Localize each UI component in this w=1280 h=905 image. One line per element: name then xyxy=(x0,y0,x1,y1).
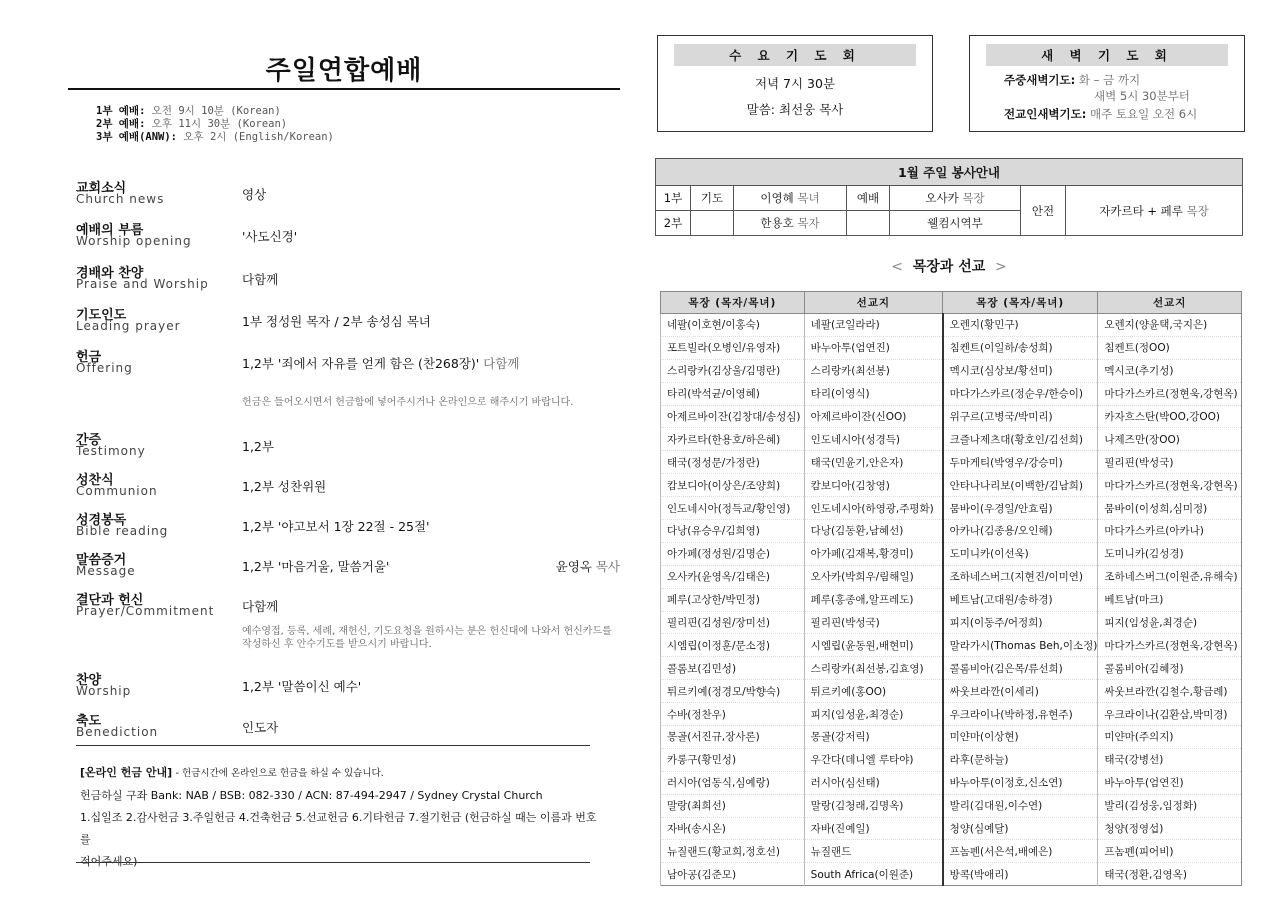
table-row xyxy=(661,359,1242,382)
table-row xyxy=(661,542,1242,565)
table-row xyxy=(661,474,1242,497)
table-cell: 청양(심예달) xyxy=(943,817,1098,840)
table-row xyxy=(661,771,1242,794)
table-cell: 아제르바이잔(신OO) xyxy=(804,405,942,428)
table-cell: 바누아투(엄연진) xyxy=(1098,771,1242,794)
table-cell: 필리핀(김성원/장미선) xyxy=(661,611,805,634)
table-cell: 오렌지(황민구) xyxy=(943,314,1098,337)
table-cell: 바누아투(엄연진) xyxy=(804,336,942,359)
table-cell: 조하네스버그(이원준,유해숙) xyxy=(1098,565,1242,588)
table-row xyxy=(661,382,1242,405)
table-row xyxy=(661,451,1242,474)
table-cell: 네팔(코일라라) xyxy=(804,314,942,337)
table-row xyxy=(661,863,1242,886)
table-cell: 말랑(최희선) xyxy=(661,794,805,817)
table-cell: 뉴질랜드 xyxy=(804,840,942,863)
table-cell: 스리랑카(최선봉) xyxy=(804,359,942,382)
table-cell: 말라가시(Thomas Beh,이소정) xyxy=(943,634,1098,657)
table-cell: 스리랑카(김상울/김명란) xyxy=(661,359,805,382)
table-cell: 인도네시아(정득교/황인영) xyxy=(661,497,805,520)
table-cell: 방콕(박애리) xyxy=(943,863,1098,886)
table-row xyxy=(661,428,1242,451)
table-cell: 콜롬비아(김혜정) xyxy=(1098,657,1242,680)
table-row xyxy=(661,657,1242,680)
table-cell: 나제즈만(장OO) xyxy=(1098,428,1242,451)
table-row xyxy=(661,314,1242,337)
table-row xyxy=(661,840,1242,863)
table-cell: 아가페(김재복,황경미) xyxy=(804,542,942,565)
table-cell: 도미니카(김성경) xyxy=(1098,542,1242,565)
table-cell: 침켄트(정OO) xyxy=(1098,336,1242,359)
table-cell: 타리(이영식) xyxy=(804,382,942,405)
table-cell: South Africa(이원준) xyxy=(804,863,942,886)
table-cell: 필리핀(박성국) xyxy=(1098,451,1242,474)
table-cell: 필리핀(박성국) xyxy=(804,611,942,634)
table-cell: 미얀마(이상현) xyxy=(943,726,1098,749)
table-cell: 카자흐스탄(박OO,강OO) xyxy=(1098,405,1242,428)
table-cell: 다낭(유승우/김희영) xyxy=(661,520,805,543)
table-cell: 프놈펜(피어비) xyxy=(1098,840,1242,863)
table-row xyxy=(661,680,1242,703)
table-row xyxy=(661,405,1242,428)
table-cell: 멕시코(추기성) xyxy=(1098,359,1242,382)
table-cell: 안타나나리보(이백한/김남희) xyxy=(943,474,1098,497)
table-row xyxy=(661,794,1242,817)
table-cell: 말랑(김청래,김명옥) xyxy=(804,794,942,817)
dawn-prayer-box: 새 벽 기 도 회 주중새벽기도: 화 – 금 까지 새벽 5시 30분부터 전교인새벽기도: 매주 토요일 오전 6시 xyxy=(969,35,1245,132)
table-row xyxy=(661,588,1242,611)
table-cell: 인도네시아(하영광,주평화) xyxy=(804,497,942,520)
table-row xyxy=(661,336,1242,359)
table-row xyxy=(661,817,1242,840)
table-cell: 싸웃브라깐(이세리) xyxy=(943,680,1098,703)
table-cell: 네팔(이호현/이홍숙) xyxy=(661,314,805,337)
table-cell: 스리랑카(최선봉,김효영) xyxy=(804,657,942,680)
mission-table xyxy=(660,291,1242,886)
table-cell: 라후(문하늘) xyxy=(943,748,1098,771)
table-cell: 도미니카(이선욱) xyxy=(943,542,1098,565)
table-cell: 포트빌라(오병인/유영자) xyxy=(661,336,805,359)
table-cell: 페루(홍종애,알프레도) xyxy=(804,588,942,611)
table-cell: 수바(정찬우) xyxy=(661,703,805,726)
table-cell: 다낭(김동환,남혜선) xyxy=(804,520,942,543)
table-cell: 인도네시아(성경득) xyxy=(804,428,942,451)
table-cell: 캄보디아(김창영) xyxy=(804,474,942,497)
table-cell: 베트남(고대원/송하경) xyxy=(943,588,1098,611)
table-cell: 태국(정환,김영옥) xyxy=(1098,863,1242,886)
table-cell: 태국(강병선) xyxy=(1098,748,1242,771)
table-cell: 태국(정성문/가정란) xyxy=(661,451,805,474)
table-cell: 피지(이동주/어정희) xyxy=(943,611,1098,634)
table-cell: 오사카(박희우/림해일) xyxy=(804,565,942,588)
title-divider xyxy=(68,88,620,90)
table-cell: 아가페(정성원/김명순) xyxy=(661,542,805,565)
table-header: 선교지 xyxy=(1098,292,1242,314)
table-cell: 오렌지(양윤택,국지은) xyxy=(1098,314,1242,337)
table-cell: 자카르타(한용호/하은혜) xyxy=(661,428,805,451)
table-cell: 바누아투(이정호,신소연) xyxy=(943,771,1098,794)
table-cell: 피지(임성윤,최경순) xyxy=(804,703,942,726)
table-header: 목장 (목자/목녀) xyxy=(661,292,805,314)
table-cell: 아카나(김종용/오인해) xyxy=(943,520,1098,543)
table-cell: 러시아(심선태) xyxy=(804,771,942,794)
table-cell: 발리(김성웅,임정화) xyxy=(1098,794,1242,817)
table-row xyxy=(661,726,1242,749)
table-cell: 페루(고상한/박민정) xyxy=(661,588,805,611)
table-cell: 콜롬비아(김은목/류선희) xyxy=(943,657,1098,680)
table-cell: 튀르키예(홍OO) xyxy=(804,680,942,703)
table-cell: 미얀마(주의지) xyxy=(1098,726,1242,749)
service-schedule-title: 1월 주일 봉사안내 xyxy=(656,159,1243,186)
table-cell: 콜롬보(김민성) xyxy=(661,657,805,680)
table-cell: 튀르키예(정경모/박향숙) xyxy=(661,680,805,703)
service-time-1: 1부 예배: 오전 9시 10분 (Korean) xyxy=(96,105,281,117)
table-cell: 오사카(윤영옥/김태은) xyxy=(661,565,805,588)
wednesday-prayer-box: 수 요 기 도 회 저녁 7시 30분 말씀: 최선웅 목사 xyxy=(657,35,933,132)
table-row xyxy=(661,611,1242,634)
table-cell: 뉴질랜드(황교희,정호선) xyxy=(661,840,805,863)
mission-section-title: < 목장과 선교 > xyxy=(891,259,1007,275)
table-cell: 아제르바이잔(김창대/송성심) xyxy=(661,405,805,428)
table-cell: 몽골(서진규,장사론) xyxy=(661,726,805,749)
table-cell: 싸웃브라깐(김철수,황금례) xyxy=(1098,680,1242,703)
table-cell: 발리(김대원,이수연) xyxy=(943,794,1098,817)
table-cell: 자바(송시온) xyxy=(661,817,805,840)
table-row xyxy=(661,497,1242,520)
table-cell: 마다가스카르(정현욱,강현옥) xyxy=(1098,634,1242,657)
table-row xyxy=(661,703,1242,726)
table-cell: 베트남(마크) xyxy=(1098,588,1242,611)
table-header: 목장 (목자/목녀) xyxy=(943,292,1098,314)
table-cell: 마다가스카르(정현욱,강현옥) xyxy=(1098,382,1242,405)
table-cell: 침켄트(이일하/송성희) xyxy=(943,336,1098,359)
table-header: 선교지 xyxy=(804,292,942,314)
table-cell: 피지(임성윤,최경순) xyxy=(1098,611,1242,634)
table-cell: 태국(민윤기,안은자) xyxy=(804,451,942,474)
table-cell: 두마게티(박영우/강승미) xyxy=(943,451,1098,474)
table-cell: 우크라이나(박하정,유현주) xyxy=(943,703,1098,726)
table-row xyxy=(661,520,1242,543)
table-cell: 뭄바이(이성희,심미정) xyxy=(1098,497,1242,520)
table-cell: 몽골(강저릭) xyxy=(804,726,942,749)
table-cell: 마다가스카르(정순우/한승이) xyxy=(943,382,1098,405)
table-cell: 자바(진예일) xyxy=(804,817,942,840)
table-cell: 시엠립(이정훈/문소정) xyxy=(661,634,805,657)
table-cell: 우간다(데니엘 루타야) xyxy=(804,748,942,771)
table-cell: 시엠립(윤동원,배현미) xyxy=(804,634,942,657)
online-divider-top xyxy=(76,745,590,746)
table-row xyxy=(661,748,1242,771)
table-cell: 위구르(고병국/박미리) xyxy=(943,405,1098,428)
table-cell: 멕시코(심상보/황선미) xyxy=(943,359,1098,382)
service-time-3: 3부 예배(ANW): 오후 2시 (English/Korean) xyxy=(96,131,334,143)
table-cell: 타리(박석균/이영혜) xyxy=(661,382,805,405)
table-cell: 카롱구(황민성) xyxy=(661,748,805,771)
table-row xyxy=(661,565,1242,588)
online-divider-bottom xyxy=(76,862,590,863)
table-cell: 마다가스카르(아카나) xyxy=(1098,520,1242,543)
service-schedule-table: 1월 주일 봉사안내 1부 기도 이영혜 목녀 예배 오사카 목장 안전 자카르타 + 페루 목장 2부 한용호 목자 웰컴시역부 xyxy=(655,158,1243,236)
table-cell: 러시아(엄동식,심예랑) xyxy=(661,771,805,794)
table-cell: 남아공(김준모) xyxy=(661,863,805,886)
table-cell: 캄보디아(이상은/조양희) xyxy=(661,474,805,497)
table-cell: 우크라이나(김환삼,박미경) xyxy=(1098,703,1242,726)
table-cell: 크즐나제츠대(황호인/김선희) xyxy=(943,428,1098,451)
table-cell: 청양(정영섭) xyxy=(1098,817,1242,840)
table-cell: 조하네스버그(지현진/이미연) xyxy=(943,565,1098,588)
table-cell: 뭄바이(우경일/안효림) xyxy=(943,497,1098,520)
service-time-2: 2부 예배: 오후 11시 30분 (Korean) xyxy=(96,118,288,130)
table-cell: 마다가스카르(정현욱,강현옥) xyxy=(1098,474,1242,497)
table-cell: 프놈펜(서은석,배예은) xyxy=(943,840,1098,863)
service-times xyxy=(96,105,334,144)
table-row xyxy=(661,634,1242,657)
online-offering: [온라인 헌금 안내] - 헌금시간에 온라인으로 헌금을 하실 수 있습니다. 헌금하실 구좌 Bank: NAB / BSB: 082-330 / ACN: 87-494-2947 / Sydney Crystal Church 1.십일조 2.감사헌금 3.주일헌금 4.건축헌금 5.선교헌금 6.기타헌금 7.절기헌금 (헌금하실 때는 이름과 번호를 적어주세요) xyxy=(80,766,597,868)
page-title: 주일연합예배 xyxy=(265,56,423,86)
